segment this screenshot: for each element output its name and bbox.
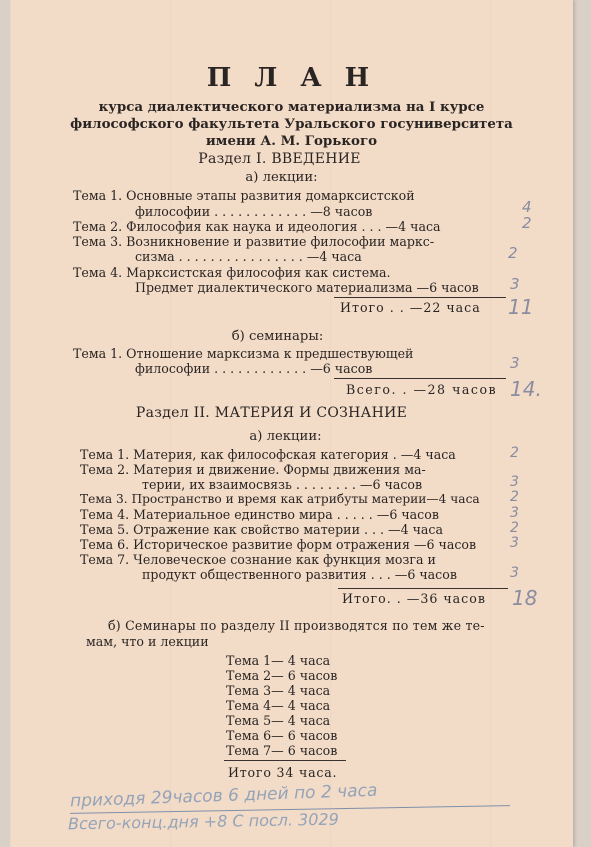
handwritten-mark: 2 (508, 244, 518, 262)
topic-line: сизма . . . . . . . . . . . . . . . . —4 часа (135, 249, 362, 264)
section-2-heading: Раздел II. МАТЕРИЯ И СОЗНАНИЕ (135, 405, 408, 421)
topic-line: продукт общественного развития . . . —6 часов (142, 567, 457, 582)
handwritten-mark: 11 (508, 295, 534, 319)
divider (334, 378, 506, 379)
seminar-text: мам, что и лекции (86, 634, 209, 649)
topic-line: Предмет диалектического материализма —6 часов (135, 280, 479, 295)
divider (224, 760, 346, 761)
topic-line: Тема 6. Историческое развитие форм отражения —6 часов (80, 537, 477, 552)
handwritten-mark: 14. (510, 377, 542, 401)
handwritten-mark: 2 (510, 489, 519, 505)
document-title: П Л А Н (206, 63, 377, 93)
section-1-heading: Раздел I. ВВЕДЕНИЕ (198, 151, 361, 167)
topic-line: Тема 2. Материя и движение. Формы движения ма- (80, 462, 426, 477)
subtitle-line: философского факультета Уральского госуниверситета (70, 116, 513, 132)
handwritten-mark: 2 (510, 520, 519, 536)
document-sheet (10, 0, 573, 847)
handwritten-note: Всего-конц.дня +8 С посл. 3029 (67, 809, 339, 834)
topic-line: Тема 5. Отражение как свойство материи . . . —4 часа (80, 522, 443, 537)
handwritten-note: приходя 29часов 6 дней по 2 часа (69, 780, 378, 812)
section-1-grand-total: Всего. . —28 часов (346, 382, 498, 397)
subtitle-line: курса диалектического материализма на I курсе (98, 99, 485, 115)
seminar-list-item: Тема 1— 4 часа (226, 653, 331, 668)
topic-line: Тема 4. Материальное единство мира . . . . . —6 часов (80, 507, 439, 522)
section-1-total: Итого . . —22 часа (340, 300, 481, 315)
topic-line: Тема 3. Пространство и время как атрибуты материи—4 часа (80, 492, 480, 506)
topic-line: Тема 1. Основные этапы развития домарксистской (73, 188, 415, 203)
handwritten-mark: 18 (512, 586, 538, 610)
topic-line: Тема 4. Марксистская философия как система. (73, 265, 391, 280)
section-2-total: Итого. . —36 часов (342, 591, 486, 606)
topic-line: Тема 7. Человеческое сознание как функция мозга и (80, 552, 436, 567)
seminar-text: б) Семинары по разделу II производятся по тем же те- (108, 618, 485, 633)
divider (338, 588, 508, 589)
seminar-list-item: Тема 5— 4 часа (226, 713, 331, 728)
seminar-list-item: Тема 7— 6 часов (226, 743, 338, 758)
handwritten-mark: 2 (522, 214, 532, 232)
topic-line: терии, их взаимосвязь . . . . . . . . —6 часов (142, 477, 423, 492)
subtitle-line: имени А. М. Горького (205, 133, 378, 149)
handwritten-mark: 3 (510, 565, 519, 581)
handwritten-mark: 3 (510, 275, 520, 293)
section-1-seminars-label: б) семинары: (231, 329, 324, 344)
seminar-list-item: Тема 6— 6 часов (226, 728, 338, 743)
seminar-list-item: Тема 4— 4 часа (226, 698, 331, 713)
topic-line: Тема 2. Философия как наука и идеология . . . —4 часа (73, 219, 441, 234)
section-2-seminar-total: Итого 34 часа. (228, 765, 338, 780)
section-1-lectures-label: а) лекции: (245, 170, 318, 185)
seminar-list-item: Тема 2— 6 часов (226, 668, 338, 683)
handwritten-mark: 4 (522, 198, 532, 216)
handwritten-mark: 3 (510, 474, 519, 490)
handwritten-mark: 2 (510, 445, 519, 461)
section-2-lectures-label: а) лекции: (249, 429, 322, 444)
handwritten-mark: 3 (510, 354, 520, 372)
topic-line: философии . . . . . . . . . . . . —8 часов (135, 204, 373, 219)
handwritten-mark: 3 (510, 535, 519, 551)
seminar-line: философии . . . . . . . . . . . . —6 часов (135, 361, 373, 376)
handwritten-mark: 3 (510, 505, 519, 521)
divider (334, 297, 506, 298)
seminar-list-item: Тема 3— 4 часа (226, 683, 331, 698)
topic-line: Тема 1. Материя, как философская категория . —4 часа (80, 447, 456, 462)
topic-line: Тема 3. Возникновение и развитие философии маркс- (73, 234, 435, 249)
seminar-line: Тема 1. Отношение марксизма к предшествующей (73, 346, 414, 361)
